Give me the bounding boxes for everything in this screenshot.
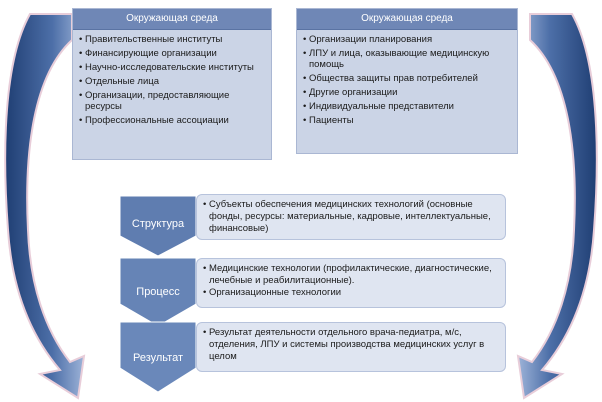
list-item: • Отдельные лица	[79, 76, 265, 87]
list-item: • Результат деятельности отдельного врача-педиатра, м/с, отделения, ЛПУ и системы производства медицинских услуг в целом	[203, 327, 499, 363]
list-item: • Научно-исследовательские институты	[79, 62, 265, 73]
list-item: • Финансирующие организации	[79, 48, 265, 59]
list-item: • Профессиональные ассоциации	[79, 115, 265, 126]
stage-description-process	[196, 258, 506, 308]
right-environment-title: Окружающая среда	[297, 9, 517, 30]
list-item: • Организационные технологии	[203, 287, 499, 299]
stage-description-structure	[196, 194, 506, 240]
right-environment-box	[296, 8, 518, 154]
list-item: • Организации планирования	[303, 34, 511, 45]
right-environment-list	[297, 30, 517, 131]
left-environment-list	[73, 30, 271, 131]
list-item: • Правительственные институты	[79, 34, 265, 45]
list-item: • ЛПУ и лица, оказывающие медицинскую помощь	[303, 48, 511, 70]
stage-label-structure: Структура	[131, 218, 185, 230]
list-item: • Общества защиты прав потребителей	[303, 73, 511, 84]
list-item: • Субъекты обеспечения медицинских технологий (основные фонды, ресурсы: материальные, кадровые, интеллектуальные, финансовые)	[203, 199, 499, 235]
stage-label-process: Процесс	[136, 286, 180, 298]
list-item: • Медицинские технологии (профилактические, диагностические, лечебные и реабилитационные).	[203, 263, 499, 287]
stage-label-result: Результат	[132, 352, 184, 364]
list-item: • Пациенты	[303, 115, 511, 126]
list-item: • Организации, предоставляющие ресурсы	[79, 90, 265, 112]
right-cycle-arrow	[518, 14, 597, 398]
stage-description-result	[196, 322, 506, 372]
left-environment-box	[72, 8, 272, 160]
left-environment-title: Окружающая среда	[73, 9, 271, 30]
list-item: • Другие организации	[303, 87, 511, 98]
list-item: • Индивидуальные представители	[303, 101, 511, 112]
